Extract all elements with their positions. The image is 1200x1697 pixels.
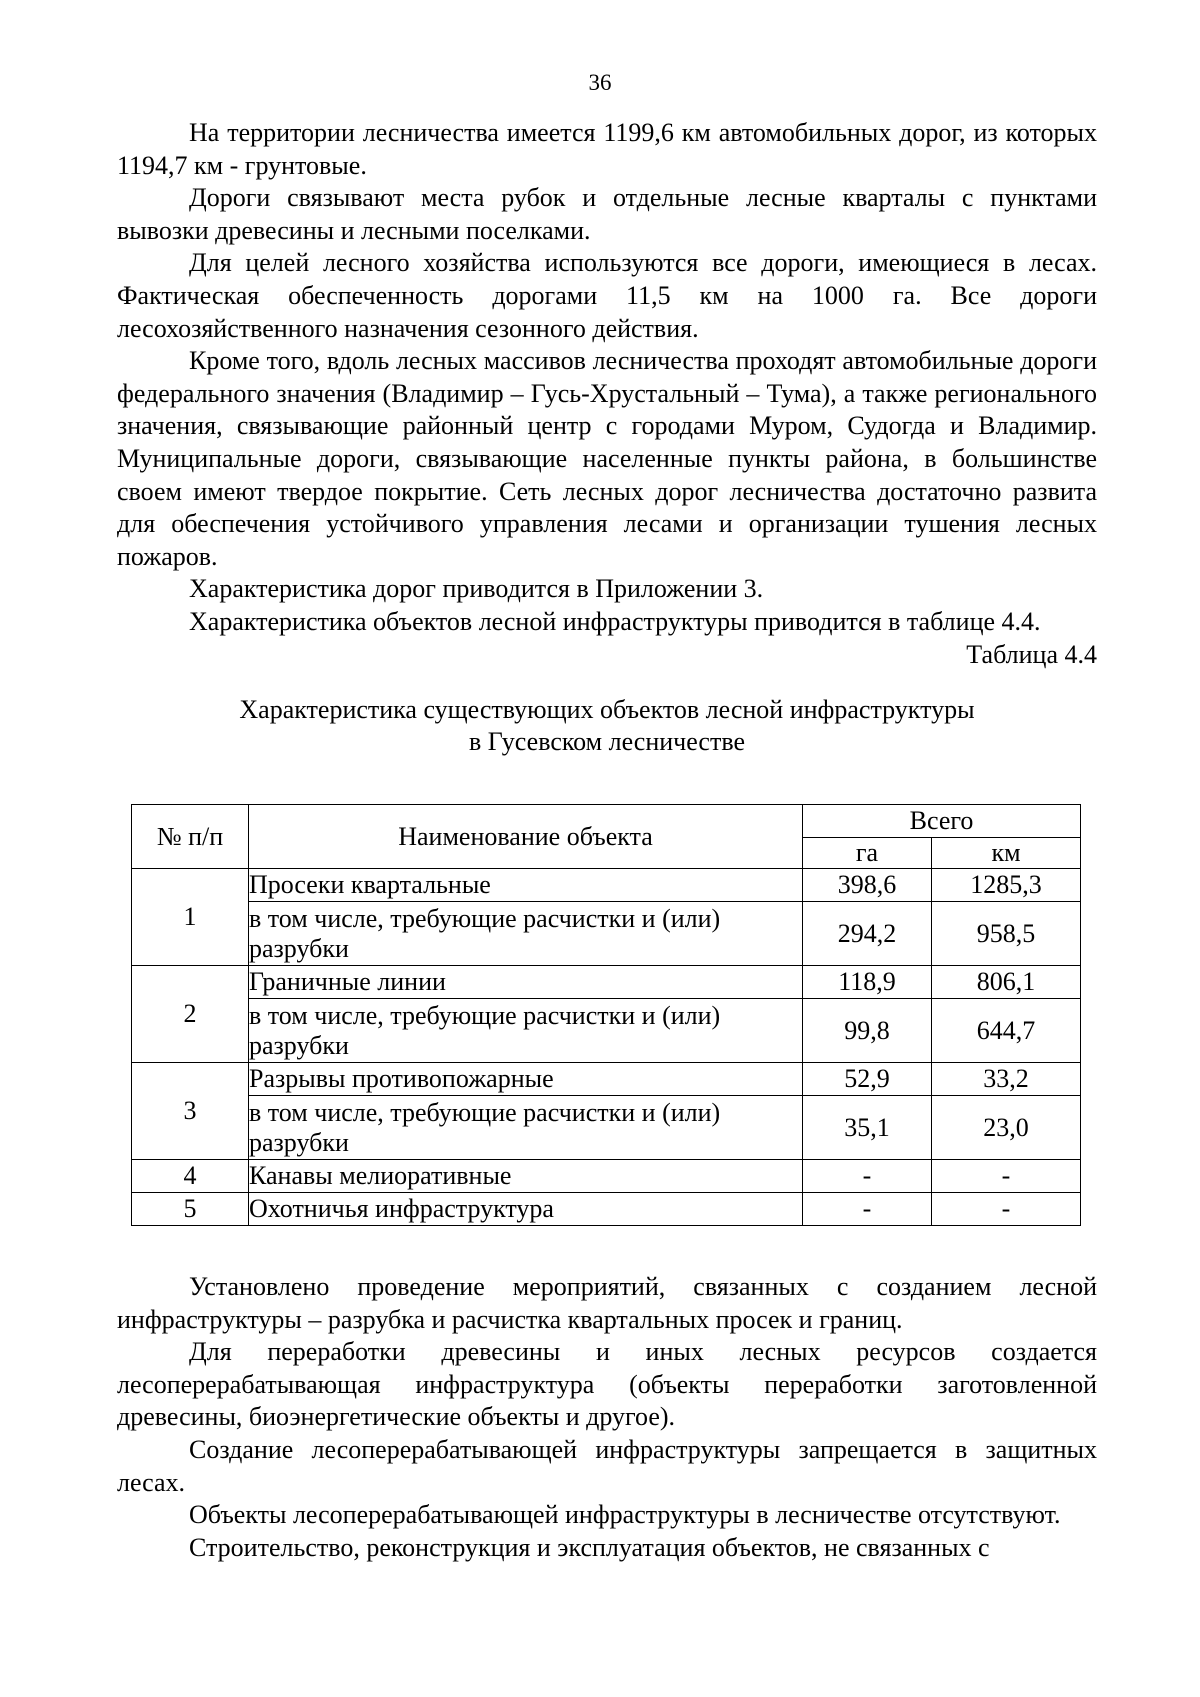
object-name: Просеки квартальные	[249, 869, 803, 902]
row-number: 2	[132, 966, 249, 1063]
table-row	[132, 1160, 1081, 1193]
value-km: 806,1	[932, 966, 1081, 999]
paragraph: Создание лесоперерабатывающей инфраструктуры запрещается в защитных лесах.	[117, 1434, 1097, 1497]
paragraph: Дороги связывают места рубок и отдельные лесные кварталы с пунктами вывозки древесины и лесными поселками.	[117, 183, 1097, 245]
table-title-line-1: Характеристика существующих объектов лесной инфраструктуры	[239, 695, 975, 725]
paragraph: Для переработки древесины и иных лесных ресурсов создается лесоперерабатывающая инфраструктура (объекты переработки заготовленной древесины, биоэнергетические объекты и другое).	[117, 1337, 1097, 1432]
page-number: 36	[588, 70, 612, 95]
header-number: № п/п	[132, 805, 249, 869]
value-ha: -	[803, 1160, 932, 1193]
row-number: 5	[132, 1193, 249, 1226]
object-name: Разрывы противопожарные	[249, 1063, 803, 1096]
value-ha: 52,9	[803, 1063, 932, 1096]
paragraph: Характеристика объектов лесной инфраструктуры приводится в таблице 4.4.	[189, 606, 1041, 636]
object-name: в том числе, требующие расчистки и (или) разрубки	[249, 1096, 803, 1160]
header-total: Всего	[803, 805, 1081, 838]
paragraph: Для целей лесного хозяйства используются все дороги, имеющиеся в лесах. Фактическая обеспеченность дорогами 11,5 км на 1000 га. Все дороги лесохозяйственного назначения сезонного действия.	[117, 248, 1097, 343]
table-row	[132, 1063, 1081, 1096]
value-ha: 35,1	[803, 1096, 932, 1160]
object-name: Граничные линии	[249, 966, 803, 999]
value-km: 1285,3	[932, 869, 1081, 902]
row-number: 4	[132, 1160, 249, 1193]
table-row	[132, 1193, 1081, 1226]
table-title	[117, 694, 1097, 758]
paragraph: Строительство, реконструкция и эксплуатация объектов, не связанных с	[189, 1532, 990, 1562]
object-name: в том числе, требующие расчистки и (или) разрубки	[249, 999, 803, 1063]
object-name: Канавы мелиоративные	[249, 1160, 803, 1193]
row-number: 1	[132, 869, 249, 966]
value-km: 23,0	[932, 1096, 1081, 1160]
paragraph: Кроме того, вдоль лесных массивов лесничества проходят автомобильные дороги федерального значения (Владимир – Гусь-Хрустальный – Тума), а также регионального значения, связывающие районный центр с городами Муром, Судогда и Владимир. Муниципальные дороги, связывающие населенные пункты района, в большинстве своем имеют твердое покрытие. Сеть лесных дорог лесничества достаточно развита для обеспечения устойчивого управления лесами и организации тушения лесных пожаров.	[117, 346, 1097, 571]
table-row	[132, 966, 1081, 999]
paragraph: Установлено проведение мероприятий, связанных с созданием лесной инфраструктуры – разрубка и расчистка квартальных просек и границ.	[117, 1272, 1097, 1334]
value-km: 33,2	[932, 1063, 1081, 1096]
paragraph: На территории лесничества имеется 1199,6 км автомобильных дорог, из которых 1194,7 км - грунтовые.	[117, 118, 1097, 180]
header-name: Наименование объекта	[249, 805, 803, 869]
table-row	[132, 869, 1081, 902]
table-row	[132, 1096, 1081, 1160]
value-km: 958,5	[932, 902, 1081, 966]
value-km: -	[932, 1193, 1081, 1226]
value-km: 644,7	[932, 999, 1081, 1063]
table-caption: Таблица 4.4	[966, 639, 1097, 669]
table-title-line-2: в Гусевском лесничестве	[468, 727, 745, 757]
paragraph: Характеристика дорог приводится в Приложении 3.	[189, 574, 764, 604]
value-ha: 118,9	[803, 966, 932, 999]
object-name: Охотничья инфраструктура	[249, 1193, 803, 1226]
body-text-bottom	[117, 1271, 1097, 1564]
object-name: в том числе, требующие расчистки и (или) разрубки	[249, 902, 803, 966]
value-ha: -	[803, 1193, 932, 1226]
body-text-top	[117, 117, 1097, 758]
value-ha: 99,8	[803, 999, 932, 1063]
header-ha: га	[803, 838, 932, 869]
table-row	[132, 999, 1081, 1063]
paragraph: Объекты лесоперерабатывающей инфраструктуры в лесничестве отсутствуют.	[189, 1500, 1061, 1530]
infrastructure-table	[131, 804, 1081, 1226]
value-ha: 398,6	[803, 869, 932, 902]
value-km: -	[932, 1160, 1081, 1193]
row-number: 3	[132, 1063, 249, 1160]
value-ha: 294,2	[803, 902, 932, 966]
table-row	[132, 902, 1081, 966]
header-km: км	[932, 838, 1081, 869]
